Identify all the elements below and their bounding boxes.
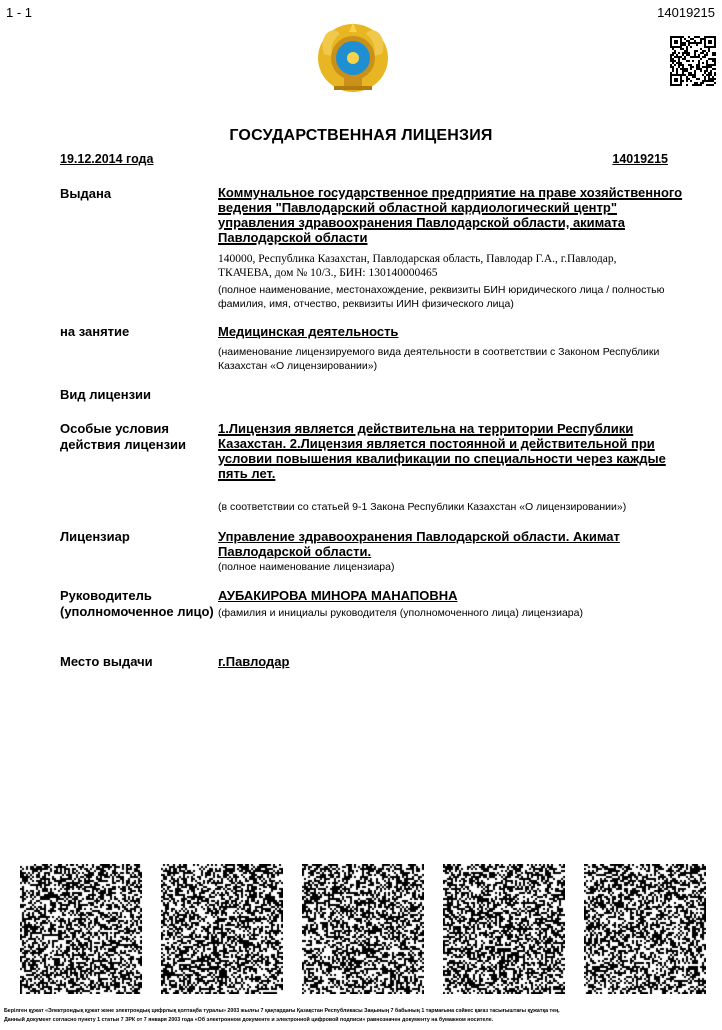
head-label-line2: (уполномоченное лицо)	[60, 604, 214, 619]
page-counter: 1 - 1	[6, 5, 33, 20]
head-label	[60, 588, 214, 620]
state-emblem-icon	[314, 16, 392, 96]
conditions-label-line1: Особые условия	[60, 421, 169, 436]
conditions-value: 1.Лицензия является действительна на территории Республики Казахстан. 2.Лицензия является постоянной и действительной при условии повышения квалификации по специальности через каждые пять лет.	[218, 421, 666, 481]
issue-date: 19.12.2014 года	[60, 152, 154, 166]
conditions-label-line2: действия лицензии	[60, 437, 187, 452]
document-id: 14019215	[657, 5, 715, 20]
head-note: (фамилия и инициалы руководителя (уполномоченного лица) лицензиара)	[218, 607, 583, 619]
barcode-image	[161, 864, 283, 994]
conditions-label	[60, 421, 186, 453]
license-type-label: Вид лицензии	[60, 387, 152, 402]
issued-note: (полное наименование, местонахождение, реквизиты БИН юридического лица / полностью фамилия, имя, отчество, реквизиты ИИН физического лица)	[218, 284, 665, 310]
footer-legal-kz: Берілген құжат «Электрондық құжат және электрондық цифрлық қолтаңба туралы» 2003 жылғы 7 қаңтардағы Қазақстан Республикасы Заңының 7 бабының 1 тармағына сәйкес қағаз тасығыштағы құжатқа тең.	[4, 1008, 560, 1014]
license-number: 14019215	[612, 152, 668, 166]
barcode-image	[584, 864, 706, 994]
barcode-image	[20, 864, 142, 994]
place-label: Место выдачи	[60, 654, 153, 669]
licensor-note: (полное наименование лицензиара)	[218, 561, 395, 573]
licensor-value: Управление здравоохранения Павлодарской области. Акимат Павлодарской области.	[218, 529, 620, 559]
activity-note: (наименование лицензируемого вида деятельности в соответствии с Законом Республики Казахстан «О лицензировании»)	[218, 346, 660, 372]
issued-value: Коммунальное государственное предприятие на праве хозяйственного ведения "Павлодарский областной кардиологический центр" управления здравоохранения Павлодарской области, акимата Павлодарской области	[218, 185, 683, 245]
barcode-image	[302, 864, 424, 994]
activity-value: Медицинская деятельность	[218, 324, 399, 339]
head-value: АУБАКИРОВА МИНОРА МАНАПОВНА	[218, 588, 458, 603]
footer-legal-ru: Данный документ согласно пункту 1 статьи 7 ЗРК от 7 января 2003 года «Об электронном документе и электронной цифровой подписи» равнозначен документу на бумажном носителе.	[4, 1017, 494, 1023]
head-label-line1: Руководитель	[60, 588, 152, 603]
barcode-image	[443, 864, 565, 994]
licensor-label: Лицензиар	[60, 529, 130, 544]
activity-label: на занятие	[60, 324, 130, 339]
qr-code-icon	[670, 36, 716, 86]
page-title: ГОСУДАРСТВЕННАЯ ЛИЦЕНЗИЯ	[229, 127, 493, 144]
issued-address: 140000, Республика Казахстан, Павлодарская область, Павлодар Г.А., г.Павлодар, ТКАЧЕВА, дом № 10/3., БИН: 130140000465	[218, 253, 617, 279]
issued-label: Выдана	[60, 186, 112, 201]
conditions-note: (в соответствии со статьей 9-1 Закона Республики Казахстан «О лицензировании»)	[218, 501, 627, 513]
place-value: г.Павлодар	[218, 654, 290, 669]
